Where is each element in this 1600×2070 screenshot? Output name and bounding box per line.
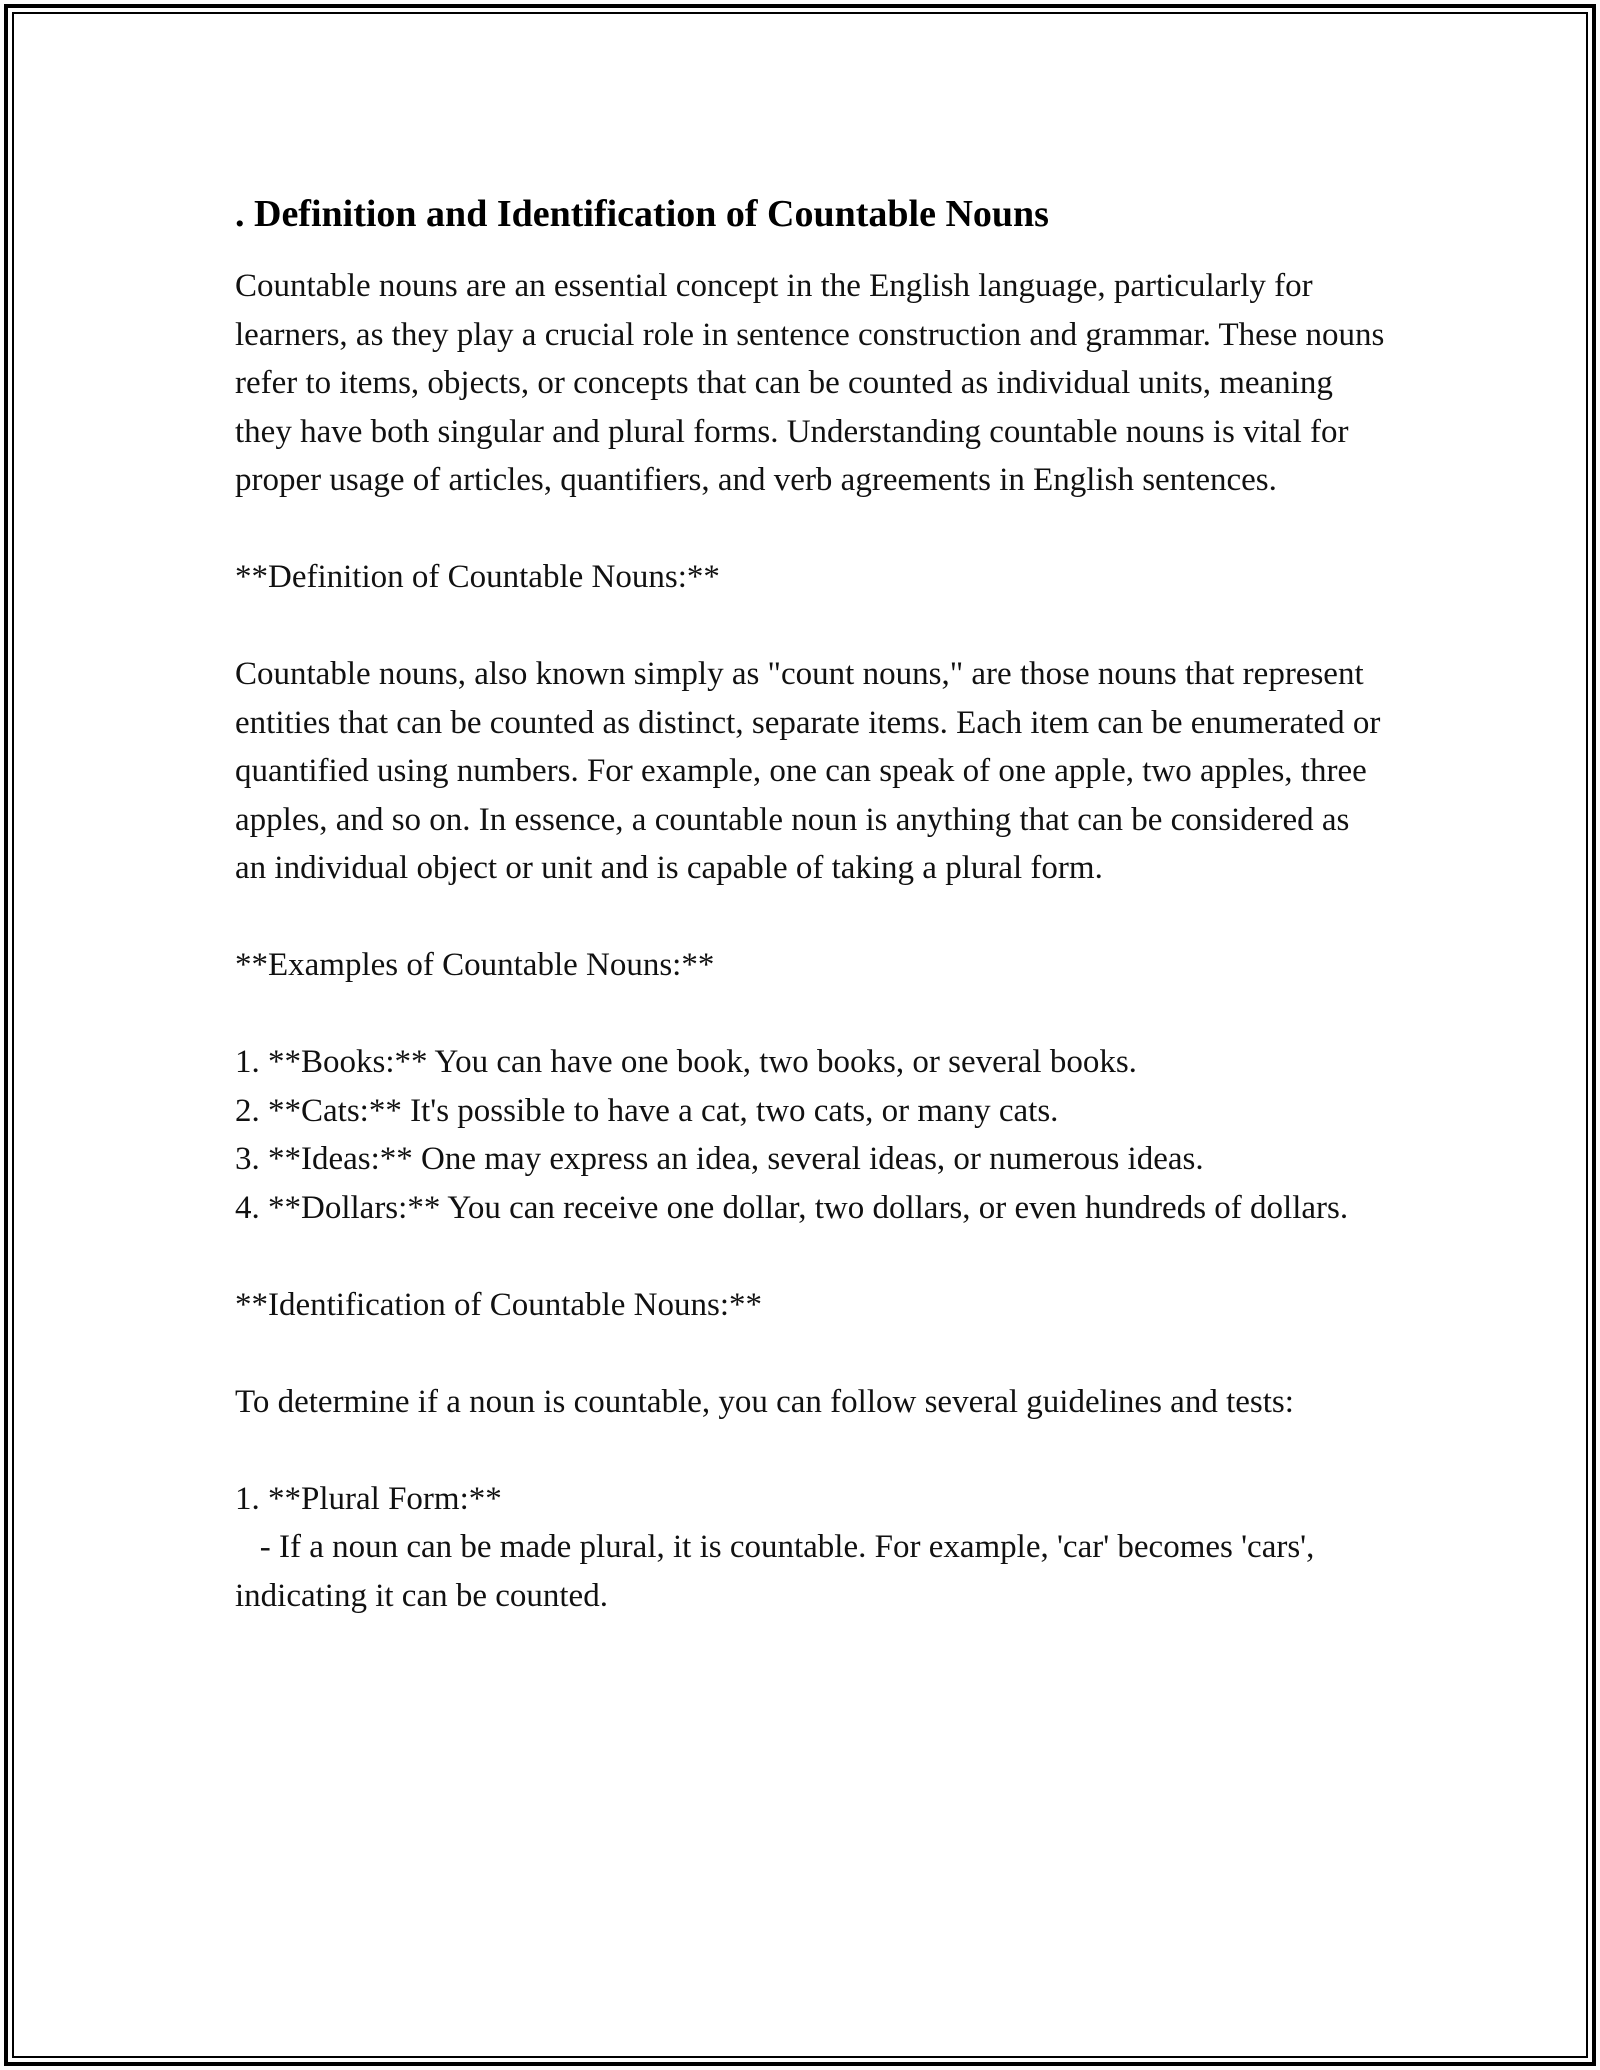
examples-heading: **Examples of Countable Nouns:** <box>235 947 715 983</box>
spacer <box>235 602 1385 651</box>
definition-paragraph: Countable nouns, also known simply as "count nouns," are those nouns that represent entities that can be counted as distinct, separate items. Each item can be enumerated or quantified using numbers. For example, one can speak of one apple, two apples, three apples, and so on. In essence, a countable noun is anything that can be considered as an individual object or unit and is capable of taking a plural form. <box>235 656 1389 886</box>
list-item: 1. **Books:** You can have one book, two books, or several books. <box>235 1044 1137 1080</box>
list-item: 3. **Ideas:** One may express an idea, several ideas, or numerous ideas. <box>235 1141 1204 1177</box>
spacer <box>235 1426 1385 1475</box>
intro-paragraph: Countable nouns are an essential concept in the English language, particularly for learners, as they play a crucial role in sentence construction and grammar. These nouns refer to items, objects, or concepts that can be counted as individual units, meaning they have both singular and plural forms. Understanding countable nouns is vital for proper usage of articles, quantifiers, and verb agreements in English sentences. <box>235 268 1393 498</box>
spacer <box>235 1232 1385 1281</box>
spacer <box>235 893 1385 942</box>
list-item: 4. **Dollars:** You can receive one dollar, two dollars, or even hundreds of dollars. <box>235 1189 1349 1226</box>
identification-paragraph: To determine if a noun is countable, you can follow several guidelines and tests: <box>235 1383 1294 1420</box>
document-title: . Definition and Identification of Countable Nouns <box>235 193 1049 235</box>
spacer <box>235 505 1385 554</box>
plural-form-heading: 1. **Plural Form:** <box>235 1480 502 1517</box>
spacer <box>235 1329 1385 1378</box>
spacer <box>235 990 1385 1039</box>
document-body <box>235 188 1393 1620</box>
list-item: 2. **Cats:** It's possible to have a cat, two cats, or many cats. <box>235 1092 1059 1129</box>
plural-form-text: - If a noun can be made plural, it is countable. For example, 'car' becomes 'cars', indicating it can be counted. <box>235 1529 1323 1614</box>
definition-heading: **Definition of Countable Nouns:** <box>235 559 720 595</box>
examples-list <box>235 1038 1385 1232</box>
identification-heading: **Identification of Countable Nouns:** <box>235 1286 762 1323</box>
